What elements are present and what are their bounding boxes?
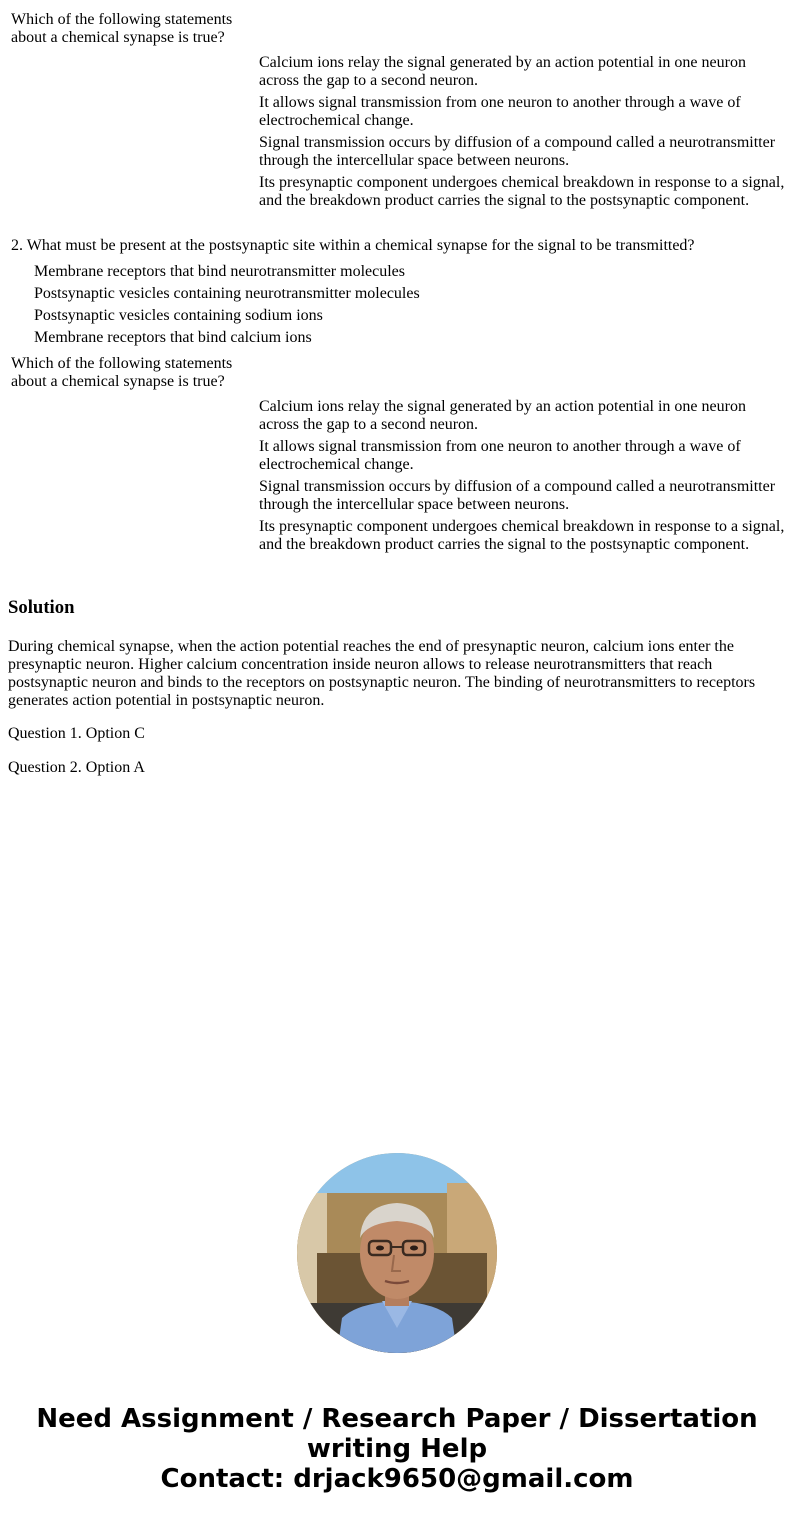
option-d: Its presynaptic component undergoes chemical breakdown in response to a signal, and the breakdown product carries the signal to the postsynaptic component. <box>259 174 785 209</box>
solution-body: During chemical synapse, when the action potential reaches the end of presynaptic neuron, calcium ions enter the presynaptic neuron. Higher calcium concentration inside neuron allows to release neurotransmitters that reach postsynaptic neuron and binds to the receptors on postsynaptic neuron. The binding of neurotransmitters to receptors generates action potential in postsynaptic neuron. <box>8 638 756 709</box>
option-a: Calcium ions relay the signal generated by an action potential in one neuron across the gap to a second neuron. <box>259 398 746 433</box>
question-1-options <box>259 54 789 214</box>
answer-question-1: Question 1. Option C <box>8 725 145 742</box>
option-a: Calcium ions relay the signal generated by an action potential in one neuron across the gap to a second neuron. <box>259 54 746 89</box>
answer-question-2: Question 2. Option A <box>8 759 145 776</box>
promo-line-1: Need Assignment / Research Paper / Dissertation writing Help <box>36 1404 758 1464</box>
promo-banner <box>0 1404 794 1494</box>
question-1-repeat-stem: Which of the following statements about a chemical synapse is true? <box>11 355 233 390</box>
question-2-options <box>11 263 791 347</box>
author-avatar <box>297 1153 497 1353</box>
solution-heading: Solution <box>8 597 75 618</box>
solution-section <box>8 597 768 776</box>
promo-contact: Contact: drjack9650@gmail.com <box>160 1464 634 1494</box>
option-b: Postsynaptic vesicles containing neurotransmitter molecules <box>34 285 420 302</box>
option-a: Membrane receptors that bind neurotransmitter molecules <box>34 263 405 280</box>
option-b: It allows signal transmission from one neuron to another through a wave of electrochemical change. <box>259 438 741 473</box>
question-2 <box>11 237 791 351</box>
option-d: Its presynaptic component undergoes chemical breakdown in response to a signal, and the breakdown product carries the signal to the postsynaptic component. <box>259 518 785 553</box>
question-2-stem: 2. What must be present at the postsynaptic site within a chemical synapse for the signal to be transmitted? <box>11 237 695 254</box>
option-c: Signal transmission occurs by diffusion of a compound called a neurotransmitter through the intercellular space between neurons. <box>259 478 776 513</box>
option-d: Membrane receptors that bind calcium ions <box>34 329 312 346</box>
option-c: Signal transmission occurs by diffusion of a compound called a neurotransmitter through the intercellular space between neurons. <box>259 134 776 169</box>
option-c: Postsynaptic vesicles containing sodium ions <box>34 307 323 324</box>
question-1-repeat-options <box>259 398 789 558</box>
question-1-stem: Which of the following statements about a chemical synapse is true? <box>11 11 233 46</box>
option-b: It allows signal transmission from one neuron to another through a wave of electrochemical change. <box>259 94 741 129</box>
author-portrait-icon <box>297 1153 497 1353</box>
